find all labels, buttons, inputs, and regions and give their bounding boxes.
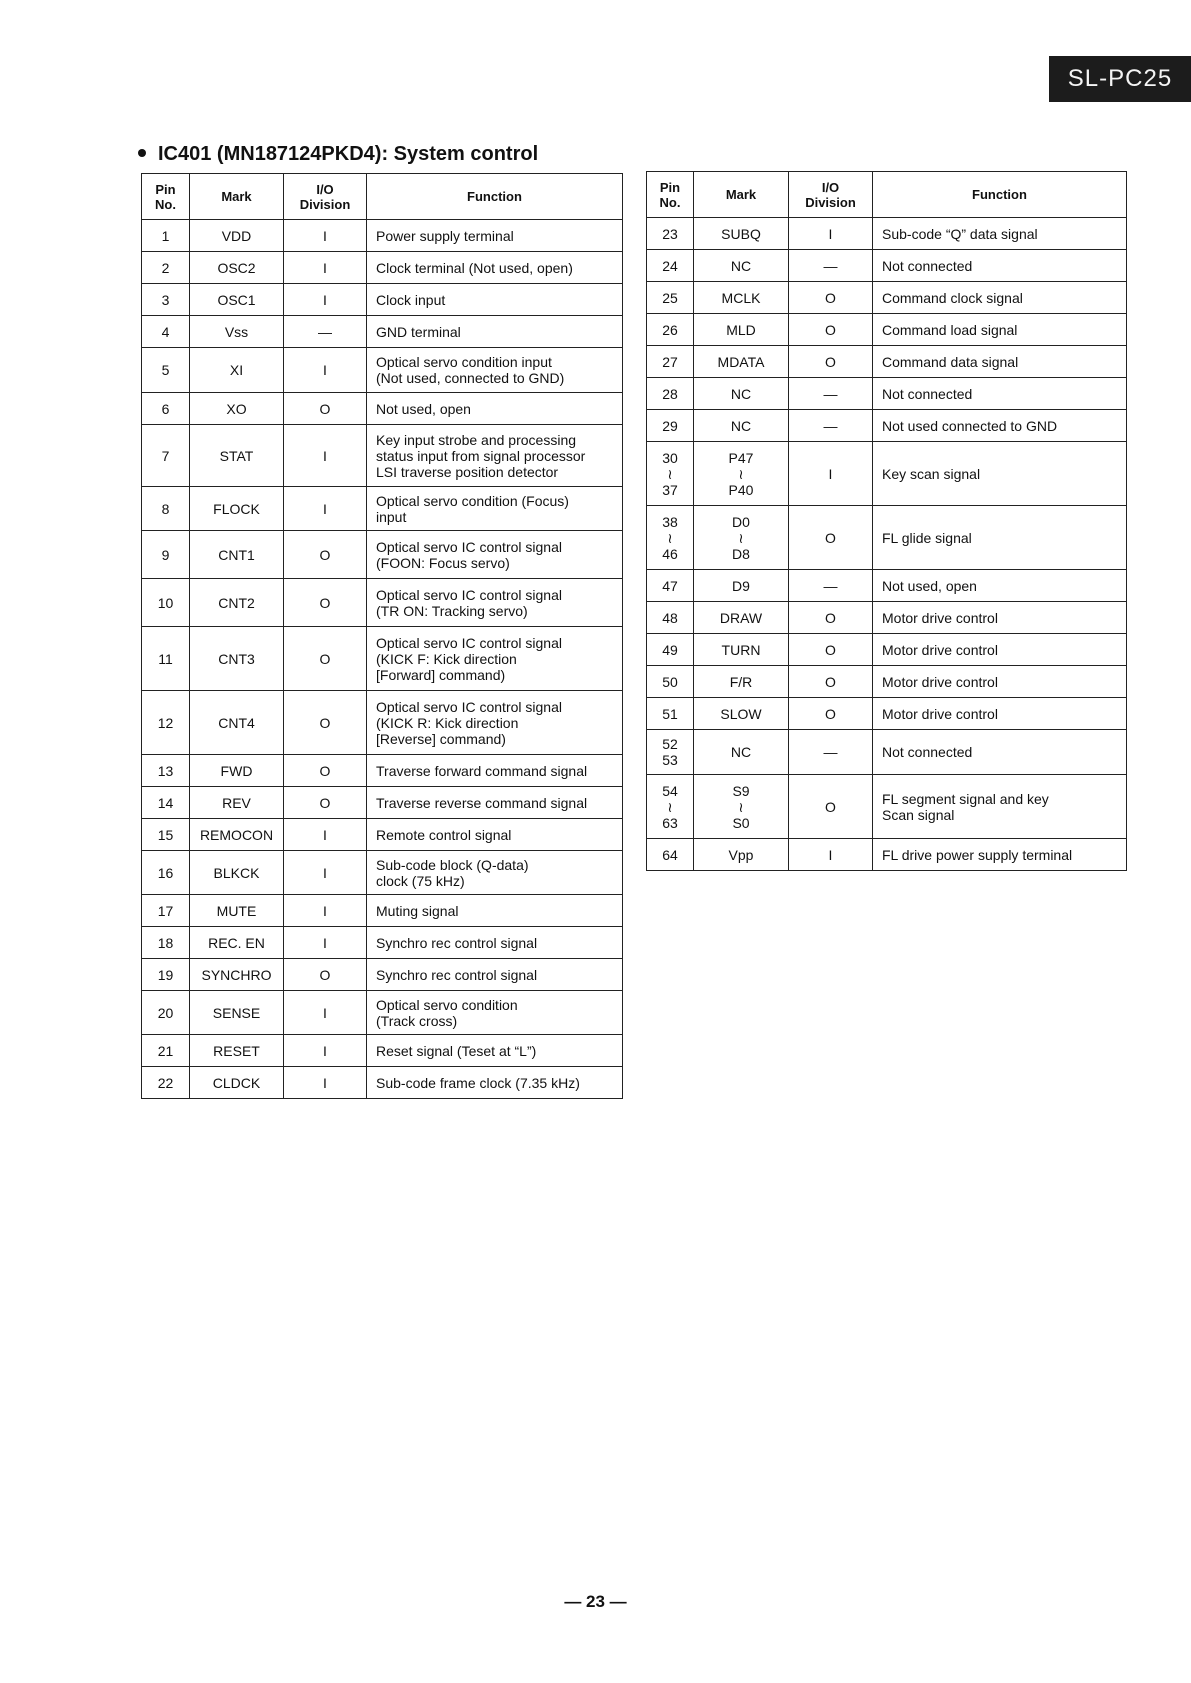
mark-cell: OSC2 bbox=[190, 252, 284, 284]
io-division-cell: O bbox=[789, 775, 873, 839]
function-cell: Motor drive control bbox=[873, 602, 1127, 634]
io-division-cell: O bbox=[789, 506, 873, 570]
io-division-cell: — bbox=[789, 250, 873, 282]
io-division-cell: I bbox=[284, 348, 367, 393]
pin-number-cell: 17 bbox=[142, 895, 190, 927]
io-division-cell: O bbox=[284, 787, 367, 819]
table-row bbox=[142, 252, 623, 284]
table-row bbox=[647, 698, 1127, 730]
io-division-cell: O bbox=[789, 666, 873, 698]
pin-number-cell: 10 bbox=[142, 579, 190, 627]
table-row bbox=[142, 991, 623, 1035]
function-cell: Clock input bbox=[367, 284, 623, 316]
mark-cell: DRAW bbox=[694, 602, 789, 634]
table-row bbox=[142, 220, 623, 252]
function-cell: Optical servo condition (Track cross) bbox=[367, 991, 623, 1035]
mark-cell: FLOCK bbox=[190, 487, 284, 531]
table-row bbox=[142, 425, 623, 487]
table-row bbox=[142, 691, 623, 755]
table-row bbox=[647, 282, 1127, 314]
io-division-cell: — bbox=[284, 316, 367, 348]
mark-cell: MLD bbox=[694, 314, 789, 346]
pin-number-cell: 7 bbox=[142, 425, 190, 487]
section-title bbox=[138, 142, 538, 166]
io-division-cell: — bbox=[789, 570, 873, 602]
io-division-header: I/O Division bbox=[789, 172, 873, 218]
function-cell: Power supply terminal bbox=[367, 220, 623, 252]
mark-cell: XI bbox=[190, 348, 284, 393]
pin-number-cell: 24 bbox=[647, 250, 694, 282]
io-division-cell: O bbox=[789, 634, 873, 666]
table-row bbox=[647, 839, 1127, 871]
mark-cell: REC. EN bbox=[190, 927, 284, 959]
pin-number-cell: 23 bbox=[647, 218, 694, 250]
bullet-icon bbox=[138, 149, 146, 157]
function-cell: Not used, open bbox=[367, 393, 623, 425]
pin-number-cell: 30 ≀ 37 bbox=[647, 442, 694, 506]
mark-cell: XO bbox=[190, 393, 284, 425]
pin-number-cell: 54 ≀ 63 bbox=[647, 775, 694, 839]
function-cell: Sub-code “Q” data signal bbox=[873, 218, 1127, 250]
function-cell: Remote control signal bbox=[367, 819, 623, 851]
pin-number-cell: 19 bbox=[142, 959, 190, 991]
table-header-row bbox=[647, 172, 1127, 218]
io-division-cell: O bbox=[284, 691, 367, 755]
function-cell: Sub-code frame clock (7.35 kHz) bbox=[367, 1067, 623, 1099]
table-row bbox=[647, 410, 1127, 442]
pin-number-cell: 26 bbox=[647, 314, 694, 346]
io-division-cell: I bbox=[789, 218, 873, 250]
pin-number-cell: 52 53 bbox=[647, 730, 694, 775]
pin-number-cell: 14 bbox=[142, 787, 190, 819]
io-division-cell: O bbox=[789, 698, 873, 730]
mark-cell: Vss bbox=[190, 316, 284, 348]
function-cell: Traverse reverse command signal bbox=[367, 787, 623, 819]
pin-number-cell: 50 bbox=[647, 666, 694, 698]
io-division-cell: O bbox=[789, 602, 873, 634]
function-header: Function bbox=[873, 172, 1127, 218]
table-row bbox=[142, 393, 623, 425]
section-title-text: IC401 (MN187124PKD4): System control bbox=[158, 143, 539, 165]
function-cell: Clock terminal (Not used, open) bbox=[367, 252, 623, 284]
mark-cell: CNT4 bbox=[190, 691, 284, 755]
pin-number-cell: 9 bbox=[142, 531, 190, 579]
mark-cell: MDATA bbox=[694, 346, 789, 378]
function-cell: FL glide signal bbox=[873, 506, 1127, 570]
io-division-header: I/O Division bbox=[284, 174, 367, 220]
table-row bbox=[647, 602, 1127, 634]
pin-number-cell: 21 bbox=[142, 1035, 190, 1067]
pin-number-cell: 48 bbox=[647, 602, 694, 634]
pin-number-cell: 5 bbox=[142, 348, 190, 393]
io-division-cell: — bbox=[789, 410, 873, 442]
mark-cell: CNT3 bbox=[190, 627, 284, 691]
mark-cell: D0 ≀ D8 bbox=[694, 506, 789, 570]
function-cell: Motor drive control bbox=[873, 666, 1127, 698]
mark-cell: FWD bbox=[190, 755, 284, 787]
io-division-cell: I bbox=[284, 252, 367, 284]
mark-cell: NC bbox=[694, 378, 789, 410]
function-cell: Motor drive control bbox=[873, 634, 1127, 666]
pin-number-cell: 27 bbox=[647, 346, 694, 378]
mark-cell: SLOW bbox=[694, 698, 789, 730]
table-row bbox=[647, 570, 1127, 602]
io-division-cell: — bbox=[789, 730, 873, 775]
function-cell: Optical servo condition input (Not used, connected to GND) bbox=[367, 348, 623, 393]
table-row bbox=[647, 250, 1127, 282]
table-row bbox=[142, 531, 623, 579]
function-cell: Muting signal bbox=[367, 895, 623, 927]
pin-number-cell: 8 bbox=[142, 487, 190, 531]
io-division-cell: O bbox=[789, 282, 873, 314]
table-row bbox=[142, 487, 623, 531]
table-row bbox=[647, 346, 1127, 378]
pin-number-cell: 13 bbox=[142, 755, 190, 787]
function-cell: Synchro rec control signal bbox=[367, 959, 623, 991]
mark-header: Mark bbox=[694, 172, 789, 218]
mark-cell: P47 ≀ P40 bbox=[694, 442, 789, 506]
function-cell: Optical servo condition (Focus) input bbox=[367, 487, 623, 531]
io-division-cell: I bbox=[284, 851, 367, 895]
table-row bbox=[142, 851, 623, 895]
function-cell: Reset signal (Teset at “L”) bbox=[367, 1035, 623, 1067]
table-row bbox=[647, 218, 1127, 250]
function-cell: Not used connected to GND bbox=[873, 410, 1127, 442]
function-cell: Sub-code block (Q-data) clock (75 kHz) bbox=[367, 851, 623, 895]
mark-cell: S9 ≀ S0 bbox=[694, 775, 789, 839]
function-cell: Key scan signal bbox=[873, 442, 1127, 506]
mark-cell: REMOCON bbox=[190, 819, 284, 851]
table-row bbox=[142, 895, 623, 927]
pin-number-cell: 2 bbox=[142, 252, 190, 284]
mark-header: Mark bbox=[190, 174, 284, 220]
table-row bbox=[647, 378, 1127, 410]
pin-no-header: Pin No. bbox=[142, 174, 190, 220]
function-header: Function bbox=[367, 174, 623, 220]
mark-cell: SYNCHRO bbox=[190, 959, 284, 991]
io-division-cell: I bbox=[284, 927, 367, 959]
function-cell: Key input strobe and processing status input from signal processor LSI traverse position detector bbox=[367, 425, 623, 487]
function-cell: Not used, open bbox=[873, 570, 1127, 602]
function-cell: FL segment signal and key Scan signal bbox=[873, 775, 1127, 839]
table-row bbox=[647, 442, 1127, 506]
io-division-cell: O bbox=[284, 959, 367, 991]
mark-cell: CLDCK bbox=[190, 1067, 284, 1099]
function-cell: Not connected bbox=[873, 378, 1127, 410]
pin-number-cell: 6 bbox=[142, 393, 190, 425]
table-row bbox=[142, 819, 623, 851]
function-cell: Optical servo IC control signal (FOON: Focus servo) bbox=[367, 531, 623, 579]
mark-cell: TURN bbox=[694, 634, 789, 666]
io-division-cell: O bbox=[284, 531, 367, 579]
mark-cell: STAT bbox=[190, 425, 284, 487]
table-row bbox=[142, 787, 623, 819]
mark-cell: NC bbox=[694, 730, 789, 775]
pin-number-cell: 12 bbox=[142, 691, 190, 755]
mark-cell: CNT1 bbox=[190, 531, 284, 579]
io-division-cell: — bbox=[789, 378, 873, 410]
table-row bbox=[647, 314, 1127, 346]
mark-cell: NC bbox=[694, 250, 789, 282]
table-row bbox=[647, 730, 1127, 775]
pin-number-cell: 47 bbox=[647, 570, 694, 602]
io-division-cell: O bbox=[284, 627, 367, 691]
pin-table-right bbox=[646, 171, 1127, 871]
function-cell: Traverse forward command signal bbox=[367, 755, 623, 787]
pin-number-cell: 11 bbox=[142, 627, 190, 691]
table-row bbox=[142, 959, 623, 991]
pin-table-right-body bbox=[647, 218, 1127, 871]
io-division-cell: I bbox=[284, 1067, 367, 1099]
mark-cell: SUBQ bbox=[694, 218, 789, 250]
io-division-cell: I bbox=[284, 220, 367, 252]
function-cell: Not connected bbox=[873, 250, 1127, 282]
function-cell: Synchro rec control signal bbox=[367, 927, 623, 959]
io-division-cell: I bbox=[284, 425, 367, 487]
table-row bbox=[142, 284, 623, 316]
table-row bbox=[142, 627, 623, 691]
io-division-cell: O bbox=[789, 346, 873, 378]
pin-number-cell: 15 bbox=[142, 819, 190, 851]
mark-cell: REV bbox=[190, 787, 284, 819]
mark-cell: NC bbox=[694, 410, 789, 442]
function-cell: FL drive power supply terminal bbox=[873, 839, 1127, 871]
table-row bbox=[142, 316, 623, 348]
io-division-cell: O bbox=[789, 314, 873, 346]
table-row bbox=[647, 666, 1127, 698]
mark-cell: MCLK bbox=[694, 282, 789, 314]
function-cell: Command load signal bbox=[873, 314, 1127, 346]
io-division-cell: O bbox=[284, 393, 367, 425]
io-division-cell: I bbox=[284, 895, 367, 927]
mark-cell: MUTE bbox=[190, 895, 284, 927]
pin-number-cell: 29 bbox=[647, 410, 694, 442]
table-row bbox=[647, 775, 1127, 839]
page-number: — 23 — bbox=[564, 1592, 627, 1611]
pin-number-cell: 49 bbox=[647, 634, 694, 666]
mark-cell: BLKCK bbox=[190, 851, 284, 895]
mark-cell: SENSE bbox=[190, 991, 284, 1035]
pin-number-cell: 51 bbox=[647, 698, 694, 730]
function-cell: Command data signal bbox=[873, 346, 1127, 378]
table-header-row bbox=[142, 174, 623, 220]
io-division-cell: I bbox=[284, 1035, 367, 1067]
io-division-cell: I bbox=[284, 487, 367, 531]
model-badge: SL-PC25 bbox=[1049, 56, 1191, 102]
table-row bbox=[142, 927, 623, 959]
table-row bbox=[142, 755, 623, 787]
pin-no-header: Pin No. bbox=[647, 172, 694, 218]
mark-cell: D9 bbox=[694, 570, 789, 602]
io-division-cell: I bbox=[284, 991, 367, 1035]
function-cell: Optical servo IC control signal (TR ON: Tracking servo) bbox=[367, 579, 623, 627]
mark-cell: F/R bbox=[694, 666, 789, 698]
pin-number-cell: 20 bbox=[142, 991, 190, 1035]
pin-number-cell: 3 bbox=[142, 284, 190, 316]
function-cell: Not connected bbox=[873, 730, 1127, 775]
io-division-cell: I bbox=[789, 839, 873, 871]
pin-number-cell: 16 bbox=[142, 851, 190, 895]
table-row bbox=[647, 634, 1127, 666]
mark-cell: RESET bbox=[190, 1035, 284, 1067]
table-row bbox=[142, 1067, 623, 1099]
pin-number-cell: 4 bbox=[142, 316, 190, 348]
pin-number-cell: 18 bbox=[142, 927, 190, 959]
mark-cell: OSC1 bbox=[190, 284, 284, 316]
function-cell: Motor drive control bbox=[873, 698, 1127, 730]
io-division-cell: O bbox=[284, 579, 367, 627]
pin-number-cell: 25 bbox=[647, 282, 694, 314]
pin-table-left bbox=[141, 173, 623, 1099]
pin-number-cell: 64 bbox=[647, 839, 694, 871]
io-division-cell: I bbox=[789, 442, 873, 506]
function-cell: Optical servo IC control signal (KICK F: Kick direction [Forward] command) bbox=[367, 627, 623, 691]
pin-number-cell: 28 bbox=[647, 378, 694, 410]
table-row bbox=[142, 348, 623, 393]
mark-cell: Vpp bbox=[694, 839, 789, 871]
table-row bbox=[142, 1035, 623, 1067]
table-row bbox=[142, 579, 623, 627]
mark-cell: CNT2 bbox=[190, 579, 284, 627]
pin-number-cell: 38 ≀ 46 bbox=[647, 506, 694, 570]
pin-number-cell: 22 bbox=[142, 1067, 190, 1099]
mark-cell: VDD bbox=[190, 220, 284, 252]
pin-number-cell: 1 bbox=[142, 220, 190, 252]
io-division-cell: O bbox=[284, 755, 367, 787]
io-division-cell: I bbox=[284, 284, 367, 316]
pin-table-left-body bbox=[142, 220, 623, 1099]
function-cell: GND terminal bbox=[367, 316, 623, 348]
table-row bbox=[647, 506, 1127, 570]
io-division-cell: I bbox=[284, 819, 367, 851]
function-cell: Optical servo IC control signal (KICK R: Kick direction [Reverse] command) bbox=[367, 691, 623, 755]
function-cell: Command clock signal bbox=[873, 282, 1127, 314]
